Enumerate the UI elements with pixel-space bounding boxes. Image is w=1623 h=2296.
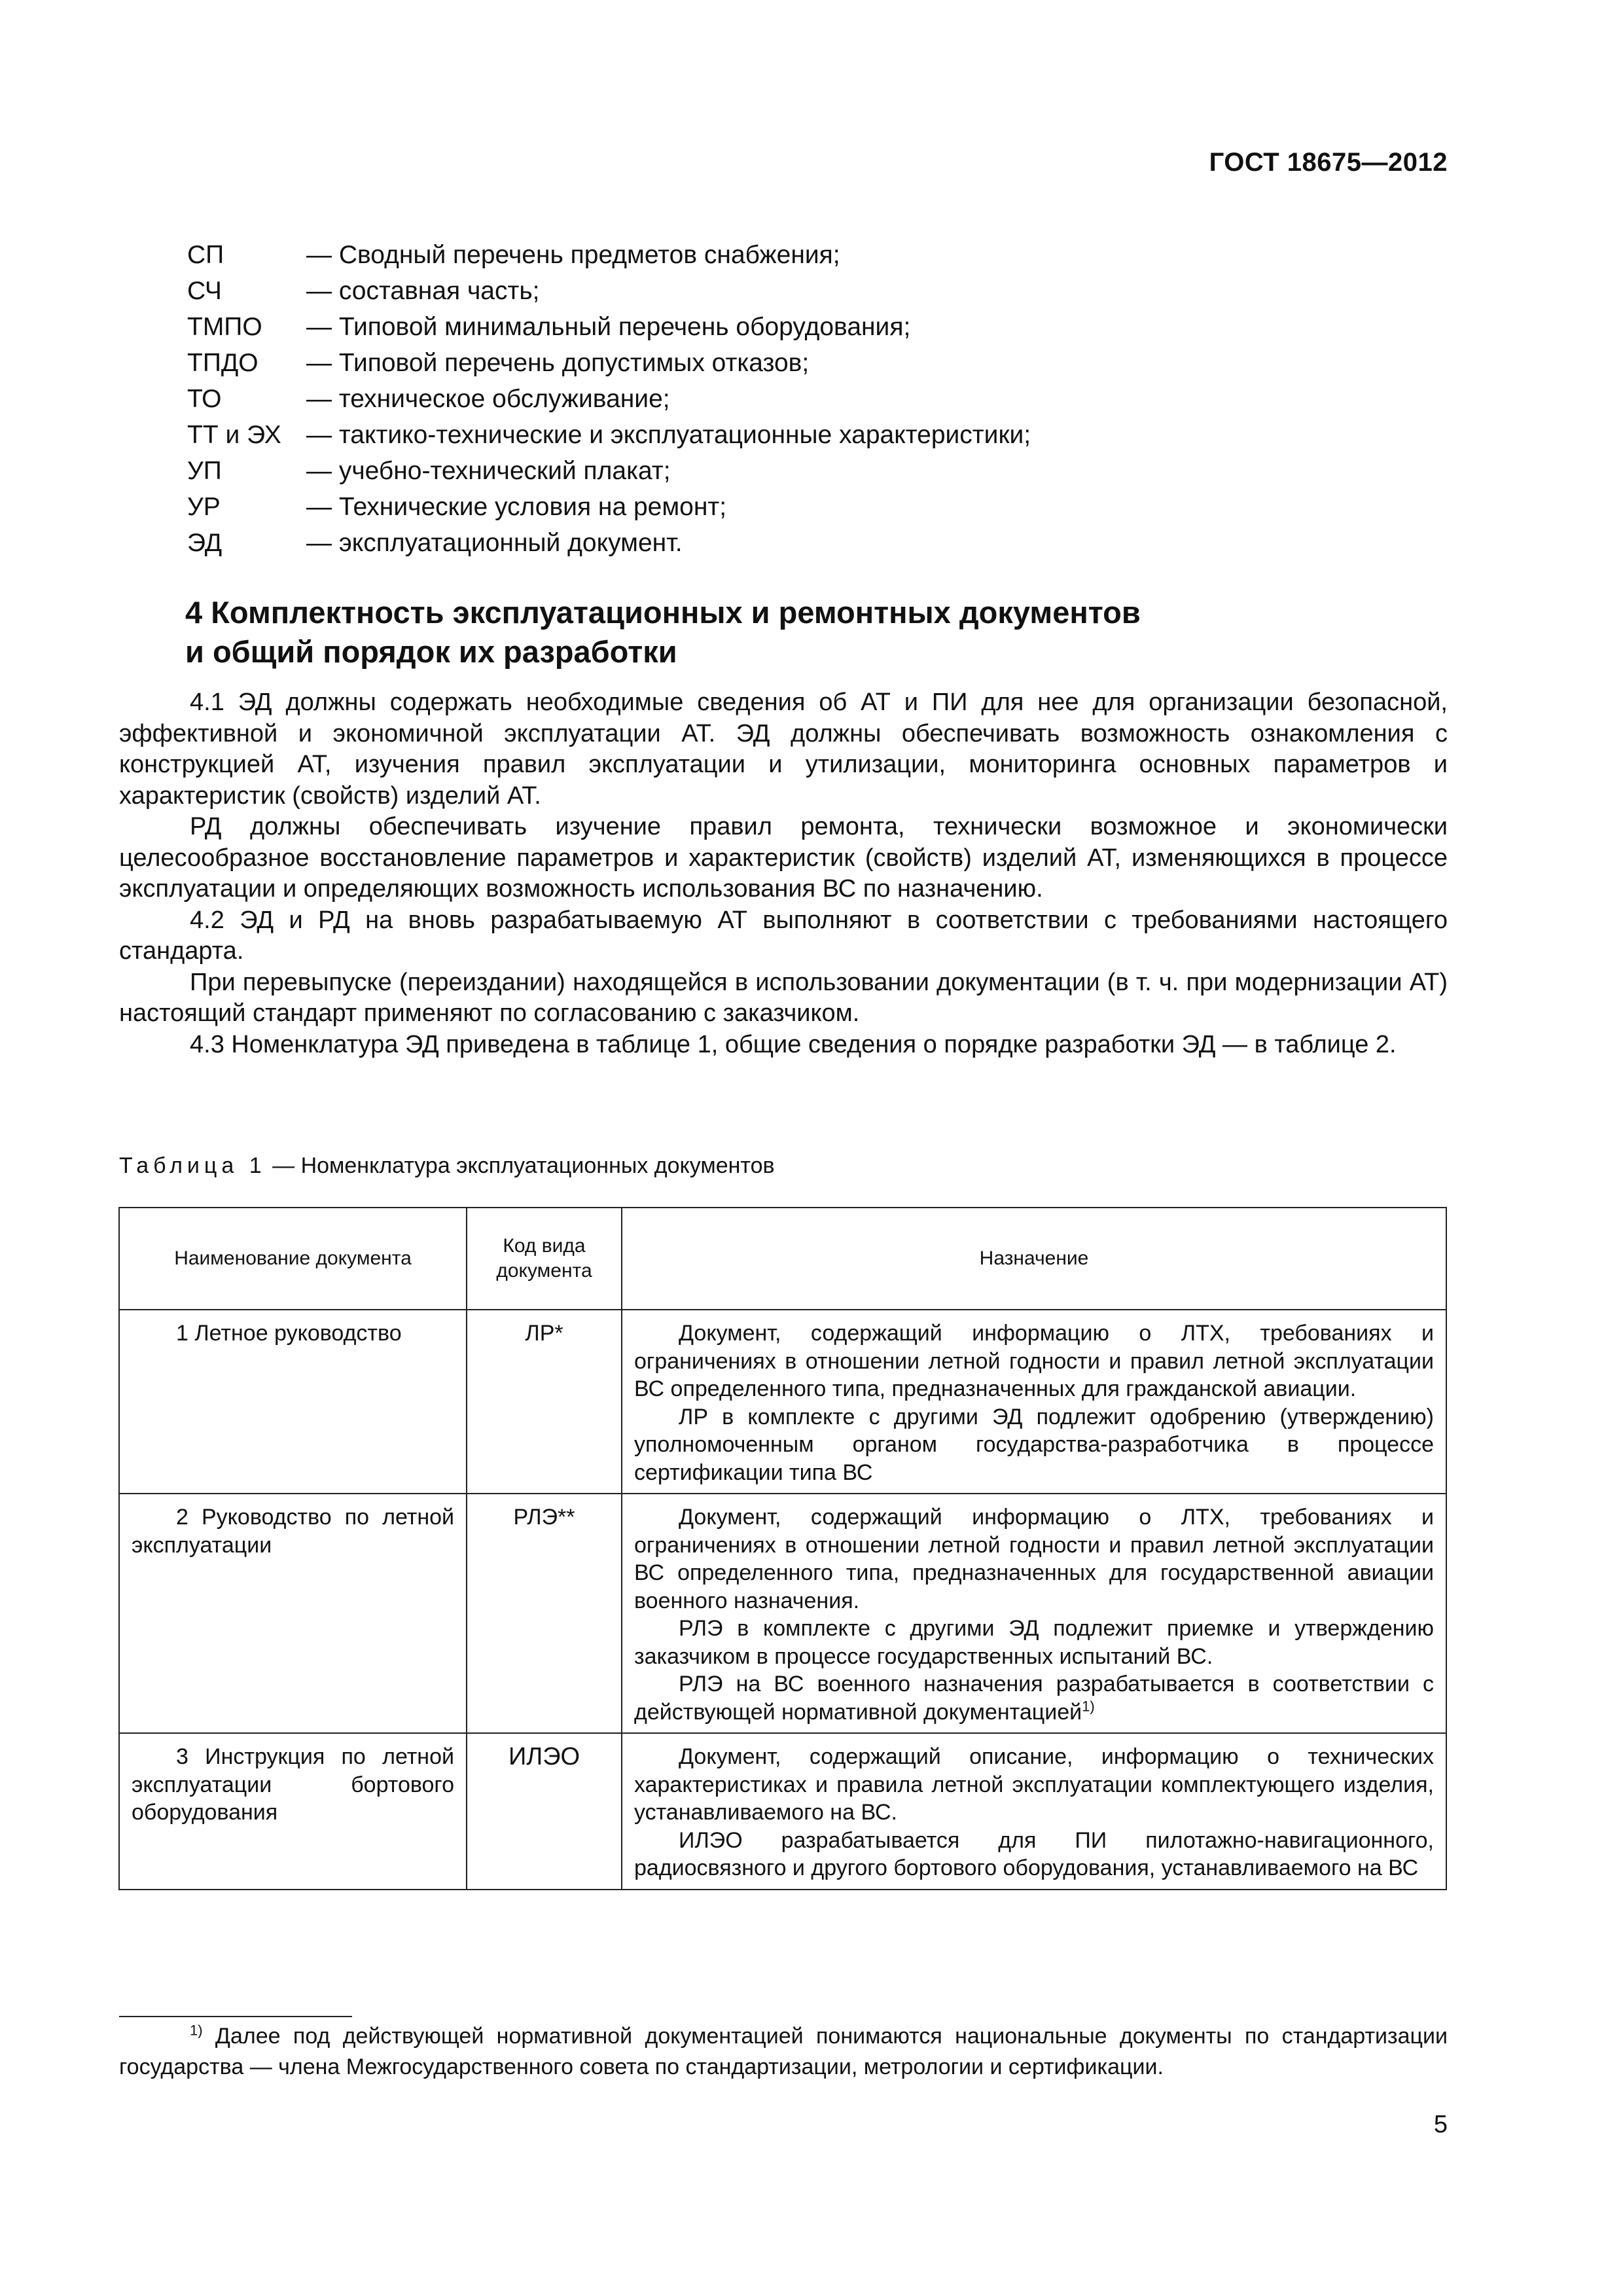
abbreviation-code: ТО (187, 385, 222, 413)
abbreviation-item (187, 237, 1431, 273)
abbreviation-code: ТПДО (187, 349, 259, 377)
abbreviation-item (187, 345, 1431, 381)
table-row (119, 1494, 1446, 1733)
header-purpose: Назначение (622, 1208, 1446, 1310)
document-code-cell: ЛР* (467, 1310, 622, 1494)
abbreviation-item (187, 417, 1431, 453)
abbreviation-definition: — составная часть; (306, 277, 540, 305)
purpose-paragraph-text: РЛЭ на ВС военного назначения разрабатывается в соответствии с действующей нормативной документацией (634, 1672, 1434, 1725)
paragraph-4-1: 4.1 ЭД должны содержать необходимые сведения об АТ и ПИ для нее для организации безопасной, эффективной и экономичной эксплуатации АТ. ЭД должны обеспечивать возможность ознакомления с конструкцией АТ, изучения правил эксплуатации и утилизации, мониторинга основных параметров и характеристик (свойств) изделий АТ. (119, 689, 1448, 810)
document-name-cell: 2 Руководство по летной эксплуатации (119, 1494, 467, 1733)
table-caption-text: — Номенклатура эксплуатационных документов (266, 1153, 775, 1178)
section-heading-line-1: 4 Комплектность эксплуатационных и ремонтных документов (185, 595, 1141, 630)
header-code-line-1: Код вида (503, 1235, 586, 1257)
page-number: 5 (1433, 2111, 1448, 2138)
table-row (119, 1733, 1446, 1890)
purpose-paragraph: РЛЭ в комплекте с другими ЭД подлежит приемке и утверждению заказчиком в процессе государственных испытаний ВС. (634, 1616, 1434, 1669)
paragraph-4-2: 4.2 ЭД и РД на вновь разрабатываемую АТ выполняют в соответствии с требованиями настоящего стандарта. (119, 906, 1448, 965)
abbreviation-definition: — Типовой перечень допустимых отказов; (306, 349, 810, 377)
abbreviation-definition: — Сводный перечень предметов снабжения; (306, 241, 840, 269)
abbreviation-item (187, 309, 1431, 345)
purpose-paragraph-with-note (634, 1670, 1434, 1726)
abbreviation-code: СП (187, 241, 224, 269)
footnote-text: Далее под действующей нормативной документацией понимаются национальные документы по стандартизации государства — члена Межгосударственного совета по стандартизации, метрологии и сертификации. (119, 2024, 1448, 2079)
paragraph-4-3: 4.3 Номенклатура ЭД приведена в таблице 1, общие сведения о порядке разработки ЭД — в таблице 2. (190, 1030, 1397, 1058)
table-caption-label: Таблица 1 (119, 1153, 266, 1178)
document-purpose-cell (622, 1494, 1446, 1733)
document-name-cell: 1 Летное руководство (119, 1310, 467, 1494)
purpose-paragraph: ЛР в комплекте с другими ЭД подлежит одобрению (утверждению) уполномоченным органом государства-разработчика в процессе сертификации типа ВС (634, 1404, 1434, 1485)
abbreviation-definition: — тактико-технические и эксплуатационные характеристики; (306, 421, 1031, 449)
document-code-cell: РЛЭ** (467, 1494, 622, 1733)
abbreviation-code: УР (187, 493, 221, 521)
header-document-name: Наименование документа (119, 1208, 467, 1310)
document-code-cell: ИЛЭО (467, 1733, 622, 1890)
footnote-mark: 1) (190, 2022, 203, 2039)
header-document-code (467, 1208, 622, 1310)
abbreviation-definition: — учебно-технический плакат; (306, 457, 671, 485)
abbreviation-definition: — эксплуатационный документ. (306, 529, 683, 557)
abbreviation-definition: — Типовой минимальный перечень оборудования; (306, 313, 911, 341)
abbreviation-code: ЭД (187, 529, 223, 557)
table-row (119, 1310, 1446, 1494)
table-header-row (119, 1208, 1446, 1310)
abbreviation-item (187, 489, 1431, 525)
abbreviation-code: СЧ (187, 277, 222, 305)
document-standard-id: ГОСТ 18675—2012 (1209, 148, 1448, 177)
abbreviation-item (187, 525, 1431, 561)
section-heading-line-2: и общий порядок их разработки (185, 634, 677, 669)
abbreviation-item (187, 453, 1431, 489)
document-name-cell: 3 Инструкция по летной эксплуатации бортового оборудования (119, 1733, 467, 1890)
paragraph-rd: РД должны обеспечивать изучение правил ремонта, технически возможное и экономически целесообразное восстановление параметров и характеристик (свойств) изделий АТ, изменяющихся в процессе эксплуатации и определяющих возможность использования ВС по назначению. (119, 813, 1448, 903)
table-caption (119, 1153, 775, 1179)
document-purpose-cell (622, 1733, 1446, 1890)
purpose-paragraph: Документ, содержащий описание, информацию о технических характеристиках и правила летной эксплуатации комплектующего изделия, устанавливаемого на ВС. (634, 1744, 1434, 1825)
abbreviation-item (187, 273, 1431, 309)
purpose-paragraph: Документ, содержащий информацию о ЛТХ, требованиях и ограничениях в отношении летной годности и правил летной эксплуатации ВС определенного типа, предназначенных для гражданской авиации. (634, 1321, 1434, 1401)
abbreviation-definition: — техническое обслуживание; (306, 385, 670, 413)
purpose-paragraph: Документ, содержащий информацию о ЛТХ, требованиях и ограничениях в отношении летной годности и правил летной эксплуатации ВС определенного типа, предназначенных для государственной авиации военного назначения. (634, 1505, 1434, 1613)
section-body (119, 687, 1448, 1060)
section-heading (185, 593, 1468, 672)
footnote-reference[interactable]: 1) (1082, 1698, 1095, 1715)
documents-nomenclature-table (118, 1207, 1447, 1890)
abbreviation-code: УП (187, 457, 222, 485)
abbreviation-code: ТМПО (187, 313, 262, 341)
header-code-line-2: документа (496, 1260, 592, 1282)
abbreviation-list (187, 237, 1431, 561)
paragraph-reissue: При перевыпуске (переиздании) находящейся в использовании документации (в т. ч. при модернизации АТ) настоящий стандарт применяют по согласованию с заказчиком. (119, 968, 1448, 1027)
abbreviation-code: ТТ и ЭХ (187, 421, 281, 449)
abbreviation-definition: — Технические условия на ремонт; (306, 493, 727, 521)
document-purpose-cell (622, 1310, 1446, 1494)
footnote-separator (119, 2016, 352, 2017)
abbreviation-item (187, 381, 1431, 417)
footnote (119, 2021, 1448, 2083)
purpose-paragraph: ИЛЭО разрабатывается для ПИ пилотажно-навигационного, радиосвязного и другого бортового оборудования, устанавливаемого на ВС (634, 1827, 1434, 1880)
